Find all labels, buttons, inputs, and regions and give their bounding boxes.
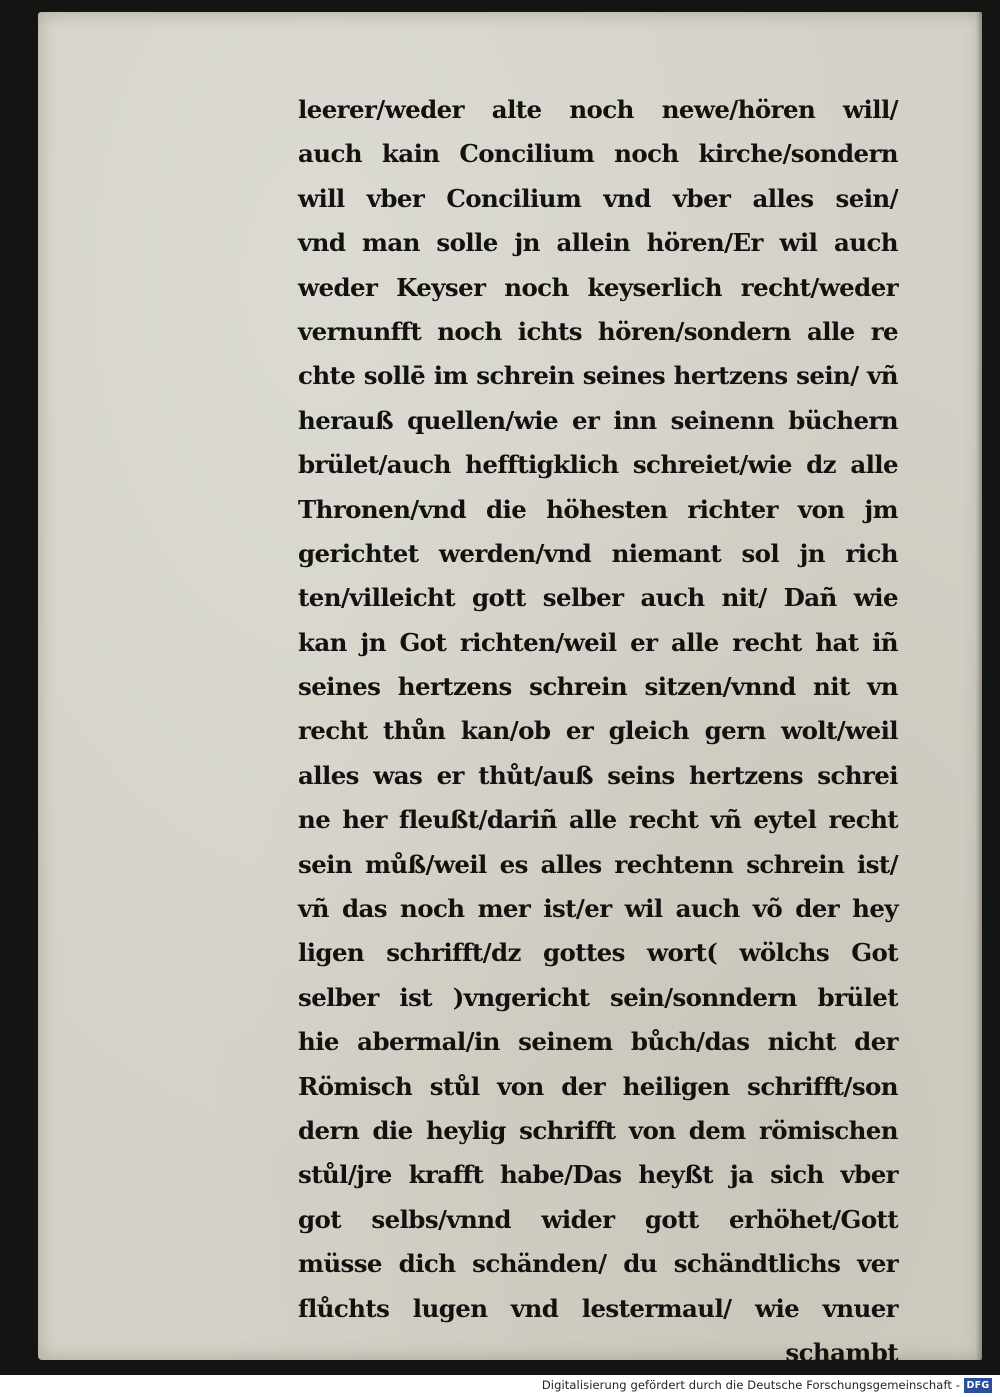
page-edge-shadow: [976, 12, 982, 1360]
text-line: dern die heylig schrifft von dem römischen: [298, 1115, 898, 1145]
text-line: ne her fleußt/dariñ alle recht vñ eytel recht: [298, 805, 898, 835]
text-line: vnd man solle jn allein hören/Er wil auch: [298, 228, 898, 258]
text-line: vernunfft noch ichts hören/sondern alle re: [298, 316, 898, 346]
text-line: recht thůn kan/ob er gleich gern wolt/weil: [298, 716, 898, 746]
text-line: chte sollē im schrein seines hertzens sein/ vñ: [298, 361, 898, 391]
text-line: gerichtet werden/vnd niemant sol jn rich: [298, 538, 898, 568]
text-line: got selbs/vnnd wider gott erhöhet/Gott: [298, 1204, 898, 1234]
text-line: brület/auch hefftigklich schreiet/wie dz alle: [298, 450, 898, 480]
text-line: selber ist )vngericht sein/sonndern brület: [298, 982, 898, 1012]
text-line: Thronen/vnd die höhesten richter von jm: [298, 494, 898, 524]
footer-credit: Digitalisierung gefördert durch die Deutsche Forschungsgemeinschaft -: [541, 1378, 960, 1392]
text-line: alles was er thůt/auß seins hertzens schrei: [298, 760, 898, 790]
text-line: müsse dich schänden/ du schändtlichs ver: [298, 1249, 898, 1279]
dfg-logo-icon: DFG: [964, 1378, 992, 1393]
text-line: schambt: [785, 1337, 898, 1367]
page-text-block: [298, 88, 898, 1375]
text-line: hie abermal/in seinem bůch/das nicht der: [298, 1027, 898, 1057]
text-line: vñ das noch mer ist/er wil auch võ der hey: [298, 894, 898, 924]
text-line: leerer/weder alte noch newe/hören will/: [298, 95, 898, 124]
text-line: herauß quellen/wie er inn seinenn büchern: [298, 405, 898, 435]
text-line: kan jn Got richten/weil er alle recht hat iñ: [298, 627, 898, 657]
text-line: stůl/jre krafft habe/Das heyßt ja sich vber: [298, 1160, 898, 1190]
text-line: flůchts lugen vnd lestermaul/ wie vnuer: [298, 1293, 898, 1323]
footer-bar: [0, 1375, 1000, 1397]
text-line: Römisch stůl von der heiligen schrifft/son: [298, 1071, 898, 1101]
text-line: weder Keyser noch keyserlich recht/weder: [298, 272, 898, 302]
text-line: ligen schrifft/dz gottes wort( wölchs Got: [298, 938, 898, 968]
text-line: will vber Concilium vnd vber alles sein/: [298, 183, 898, 213]
text-line: ten/villeicht gott selber auch nit/ Dañ wie: [298, 583, 898, 613]
text-line: seines hertzens schrein sitzen/vnnd nit vn: [298, 672, 898, 702]
text-line: auch kain Concilium noch kirche/sondern: [298, 139, 898, 169]
text-line: sein můß/weil es alles rechtenn schrein ist/: [298, 849, 898, 879]
